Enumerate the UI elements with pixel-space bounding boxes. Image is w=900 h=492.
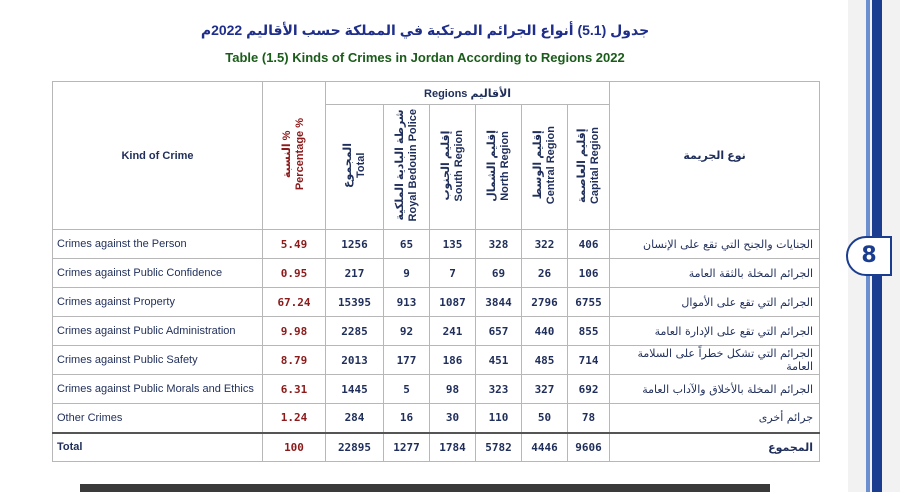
row-total: 2285 <box>326 317 384 346</box>
header-south-ar: إقليم الجنوب <box>439 130 452 201</box>
title-arabic: جدول (5.1) أنواع الجرائم المرتكبة في المملكة حسب الأقاليم 2022م <box>200 22 650 38</box>
row-central: 327 <box>522 375 568 404</box>
table-row <box>53 404 820 433</box>
title-english: Table (1.5) Kinds of Crimes in Jordan According to Regions 2022 <box>225 50 625 65</box>
row-total: 217 <box>326 259 384 288</box>
total-row <box>53 433 820 462</box>
header-central <box>522 105 568 230</box>
total-central: 4446 <box>522 433 568 462</box>
row-central: 26 <box>522 259 568 288</box>
header-regions-ar: الأقاليم <box>470 87 512 100</box>
row-kind: Crimes against Public Morals and Ethics <box>53 375 263 404</box>
row-central: 50 <box>522 404 568 433</box>
header-capital <box>568 105 610 230</box>
page-number-tab: 8 <box>846 236 892 276</box>
header-bedouin <box>384 105 430 230</box>
row-kind-arabic: الجرائم التي تشكل خطراً على السلامة العامة <box>610 346 820 375</box>
row-bedouin: 16 <box>384 404 430 433</box>
table-row <box>53 375 820 404</box>
total-percentage: 100 <box>263 433 326 462</box>
row-percentage: 67.24 <box>263 288 326 317</box>
row-percentage: 5.49 <box>263 230 326 259</box>
row-total: 15395 <box>326 288 384 317</box>
total-south: 1784 <box>430 433 476 462</box>
header-capital-ar: إقليم العاصمة <box>575 128 588 203</box>
header-total-en: Total <box>354 152 367 179</box>
row-kind: Crimes against Public Administration <box>53 317 263 346</box>
row-kind: Crimes against Property <box>53 288 263 317</box>
row-bedouin: 177 <box>384 346 430 375</box>
total-bedouin: 1277 <box>384 433 430 462</box>
row-percentage: 6.31 <box>263 375 326 404</box>
header-central-ar: إقليم الوسط <box>531 130 544 201</box>
header-capital-en: Capital Region <box>588 126 601 204</box>
row-capital: 406 <box>568 230 610 259</box>
header-south-en: South Region <box>452 129 465 202</box>
row-total: 1256 <box>326 230 384 259</box>
row-north: 69 <box>476 259 522 288</box>
row-bedouin: 92 <box>384 317 430 346</box>
row-south: 7 <box>430 259 476 288</box>
row-bedouin: 913 <box>384 288 430 317</box>
total-total: 22895 <box>326 433 384 462</box>
crimes-table <box>52 81 820 462</box>
table-row <box>53 259 820 288</box>
header-regions <box>326 82 610 105</box>
row-kind-arabic: الجرائم التي تقع على الإدارة العامة <box>610 317 820 346</box>
row-capital: 714 <box>568 346 610 375</box>
row-capital: 6755 <box>568 288 610 317</box>
row-north: 110 <box>476 404 522 433</box>
row-central: 440 <box>522 317 568 346</box>
row-kind-arabic: الجرائم المخلة بالأخلاق والآداب العامة <box>610 375 820 404</box>
header-bedouin-ar: شرطة البادية الملكية <box>393 109 406 222</box>
header-central-en: Central Region <box>544 126 557 205</box>
row-central: 322 <box>522 230 568 259</box>
row-bedouin: 5 <box>384 375 430 404</box>
table-row <box>53 230 820 259</box>
row-south: 135 <box>430 230 476 259</box>
row-total: 1445 <box>326 375 384 404</box>
header-percentage-en: Percentage % <box>294 117 306 191</box>
row-bedouin: 65 <box>384 230 430 259</box>
row-kind: Crimes against Public Confidence <box>53 259 263 288</box>
header-kind-of-crime: Kind of Crime <box>53 82 263 230</box>
header-north-ar: إقليم الشمال <box>485 129 498 202</box>
row-south: 98 <box>430 375 476 404</box>
row-percentage: 8.79 <box>263 346 326 375</box>
row-north: 328 <box>476 230 522 259</box>
header-regions-en: Regions <box>424 87 468 100</box>
row-bedouin: 9 <box>384 259 430 288</box>
row-capital: 106 <box>568 259 610 288</box>
row-percentage: 1.24 <box>263 404 326 433</box>
row-south: 1087 <box>430 288 476 317</box>
row-percentage: 0.95 <box>263 259 326 288</box>
header-percentage-ar: النسبة % <box>281 130 293 178</box>
row-capital: 692 <box>568 375 610 404</box>
total-north: 5782 <box>476 433 522 462</box>
row-central: 2796 <box>522 288 568 317</box>
row-capital: 78 <box>568 404 610 433</box>
row-north: 323 <box>476 375 522 404</box>
row-kind-arabic: الجنايات والجنح التي تقع على الإنسان <box>610 230 820 259</box>
header-north <box>476 105 522 230</box>
table-row <box>53 346 820 375</box>
row-north: 451 <box>476 346 522 375</box>
taskbar-strip <box>80 484 770 492</box>
row-kind-arabic: الجرائم التي تقع على الأموال <box>610 288 820 317</box>
total-kind: Total <box>53 433 263 462</box>
row-south: 241 <box>430 317 476 346</box>
header-bedouin-en: Royal Bedouin Police <box>406 109 419 222</box>
header-percentage <box>263 82 326 230</box>
header-kind-arabic: نوع الجريمة <box>610 82 820 230</box>
table-row <box>53 317 820 346</box>
row-kind-arabic: الجرائم المخلة بالثقة العامة <box>610 259 820 288</box>
row-south: 30 <box>430 404 476 433</box>
total-kind-arabic: المجموع <box>610 433 820 462</box>
row-kind: Other Crimes <box>53 404 263 433</box>
row-north: 3844 <box>476 288 522 317</box>
row-central: 485 <box>522 346 568 375</box>
row-total: 2013 <box>326 346 384 375</box>
header-total <box>326 105 384 230</box>
row-kind-arabic: جرائم أخرى <box>610 404 820 433</box>
header-south <box>430 105 476 230</box>
row-kind: Crimes against the Person <box>53 230 263 259</box>
table-row <box>53 288 820 317</box>
row-total: 284 <box>326 404 384 433</box>
total-capital: 9606 <box>568 433 610 462</box>
row-percentage: 9.98 <box>263 317 326 346</box>
row-capital: 855 <box>568 317 610 346</box>
header-total-ar: المجموع <box>341 143 354 188</box>
header-row-1 <box>53 82 820 105</box>
row-kind: Crimes against Public Safety <box>53 346 263 375</box>
header-north-en: North Region <box>498 130 511 201</box>
row-south: 186 <box>430 346 476 375</box>
row-north: 657 <box>476 317 522 346</box>
